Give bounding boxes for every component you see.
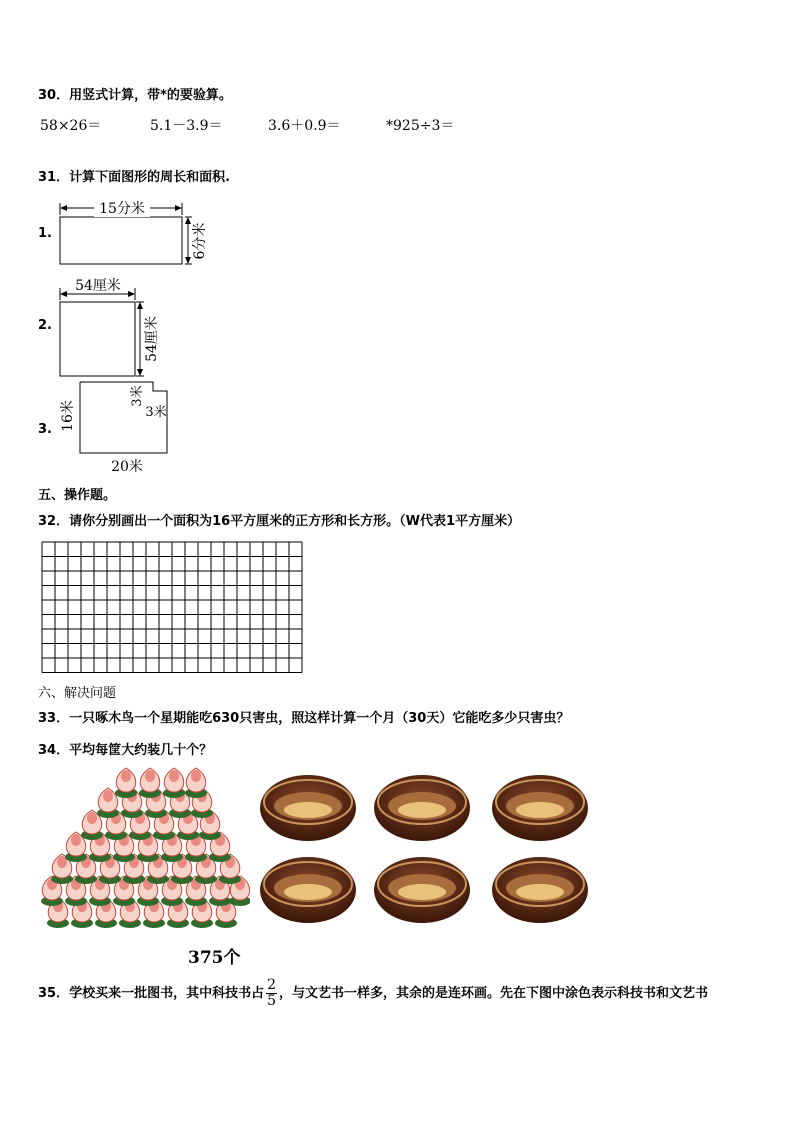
basket <box>260 775 356 841</box>
figure-square-2 <box>50 272 180 380</box>
q32-title: 32．请你分别画出一个面积为16平方厘米的正方形和长方形。（W代表1平方厘米） <box>38 514 521 529</box>
q30-title: 30．用竖式计算，带*的要验算。 <box>38 88 232 103</box>
q30-eq-4: *925÷3＝ <box>386 118 455 134</box>
peach <box>163 768 185 798</box>
baskets-illustration <box>256 768 596 936</box>
q30-eq-2: 5.1－3.9＝ <box>150 118 223 134</box>
fig3-bottom-label: 20米 <box>111 459 143 475</box>
basket <box>492 857 588 923</box>
fig3-notch-width-label: 3米 <box>145 405 167 420</box>
peach-pile-illustration <box>40 762 250 932</box>
q31-label-1: 1. <box>38 226 52 241</box>
q35-fraction <box>266 978 277 1009</box>
peach <box>115 768 137 798</box>
section-6-heading: 六、解决问题 <box>38 686 117 701</box>
basket <box>492 775 588 841</box>
q35-frac-denominator: 5 <box>267 993 277 1009</box>
fig3-left-label: 16米 <box>60 400 76 432</box>
figure-rectangle-1 <box>50 195 220 275</box>
q35-text <box>38 978 708 1009</box>
q30-eq-1: 58×26＝ <box>40 118 102 134</box>
peach <box>185 768 207 798</box>
q35-frac-numerator: 2 <box>267 977 277 993</box>
fig2-width-label: 54厘米 <box>75 278 121 294</box>
q31-title: 31．计算下面图形的周长和面积. <box>38 170 231 185</box>
basket <box>260 857 356 923</box>
peach <box>139 768 161 798</box>
fig1-height-label: 6分米 <box>192 222 208 260</box>
square-grid <box>40 540 306 674</box>
fig3-notch-height-label: 3米 <box>130 385 145 407</box>
figure-notched-shape-3 <box>55 376 185 476</box>
grid-lines <box>42 542 302 673</box>
q34-title: 34．平均每筐大约装几十个？ <box>38 743 213 758</box>
basket <box>374 857 470 923</box>
q31-label-2: 2. <box>38 318 52 333</box>
peach-count-label: 375个 <box>188 948 241 968</box>
q30-eq-3: 3.6＋0.9＝ <box>268 118 341 134</box>
q35-pre: 35．学校买来一批图书，其中科技书占 <box>38 986 265 1001</box>
fig2-height-label: 54厘米 <box>144 316 160 362</box>
basket <box>374 775 470 841</box>
q35-post: ，与文艺书一样多，其余的是连环画。先在下图中涂色表示科技书和文艺书 <box>279 986 709 1001</box>
fig1-width-label: 15分米 <box>99 201 145 217</box>
q31-label-3: 3. <box>38 422 52 437</box>
q33-title: 33．一只啄木鸟一个星期能吃630只害虫，照这样计算一个月（30天）它能吃多少只害虫？ <box>38 711 570 726</box>
section-5-heading: 五、操作题。 <box>38 488 117 503</box>
